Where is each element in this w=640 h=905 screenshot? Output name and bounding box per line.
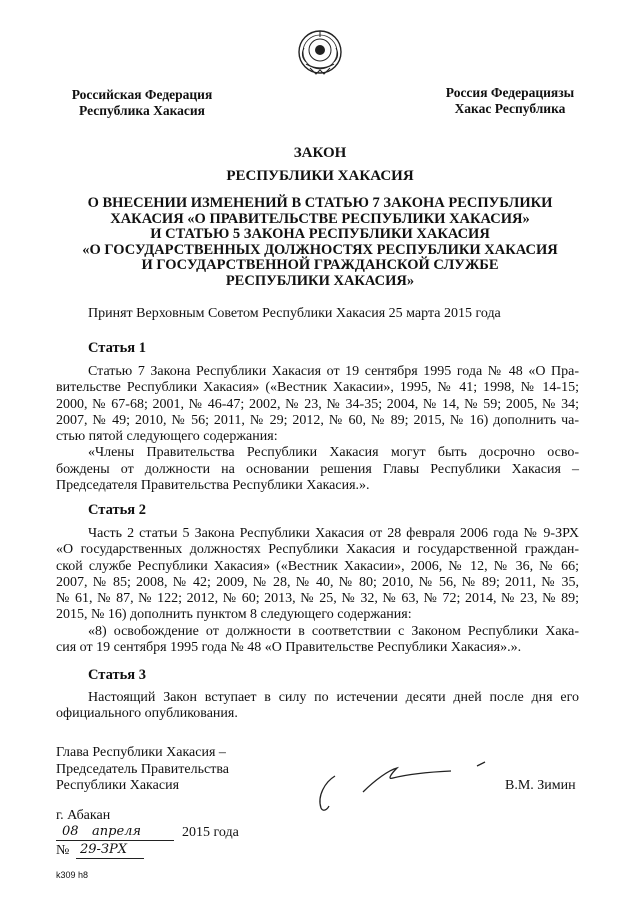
header-left-line2: Республика Хакасия — [79, 103, 205, 118]
position-line3: Республики Хакасия — [56, 778, 180, 793]
law-subtitle — [0, 196, 640, 289]
coat-of-arms-icon — [296, 28, 344, 80]
article1-line: бождены от должности на основании решения Главы Республики Хакасия – — [56, 461, 579, 477]
subtitle-line: И СТАТЬЮ 5 ЗАКОНА РЕСПУБЛИКИ ХАКАСИЯ — [150, 226, 490, 242]
subtitle-line: О ВНЕСЕНИИ ИЗМЕНЕНИЙ В СТАТЬЮ 7 ЗАКОНА РЕСПУБЛИКИ — [87, 195, 553, 211]
article1-line: Председателя Правительства Республики Хакасия.». — [56, 478, 370, 494]
article2-line: 2015, № 16) дополнить пунктом 8 следующего содержания: — [56, 607, 412, 623]
subtitle-line: РЕСПУБЛИКИ ХАКАСИЯ» — [225, 272, 415, 289]
article3-text — [56, 690, 579, 723]
article2-line: Часть 2 статьи 5 Закона Республики Хакасия от 28 февраля 2006 года № 9-ЗРХ — [88, 526, 579, 541]
article1-line: 2000, № 67-68; 2001, № 46-47; 2002, № 23, № 34-35; 2004, № 14, № 59; 2005, № 34; — [56, 396, 579, 412]
article2-line: «8) освобождение от должности в соответствии с Законом Республики Хака- — [88, 623, 579, 639]
header-left — [62, 87, 222, 119]
article3-line: Настоящий Закон вступает в силу по истечении десяти дней после дня его — [88, 690, 579, 705]
article2-line: «О государственных должностях Республики Хакасия и государственной граждан- — [56, 542, 579, 558]
number-value: 29-ЗРХ — [80, 842, 128, 857]
article1-heading: Статья 1 — [88, 340, 146, 356]
article1-line: вительстве Республики Хакасия» («Вестник Хакасии», 1995, № 41; 1998, № 14-15; — [56, 380, 579, 396]
article1-line: стью пятой следующего содержания: — [56, 429, 278, 445]
article2-line: № 61, № 87, № 122; 2012, № 60; 2013, № 25, № 32, № 63, № 72; 2014, № 23, № 89; — [56, 591, 579, 607]
article1-line: «Члены Правительства Республики Хакасия могут быть досрочно осво- — [88, 445, 579, 461]
article1-text — [56, 364, 579, 494]
article1-line: 2007, № 49; 2010, № 56; 2011, № 29; 2012, № 60, № 89; 2015, № 16) дополнить ча- — [56, 412, 579, 428]
title-line1: ЗАКОН — [293, 145, 347, 161]
header-left-line1: Российская Федерация — [71, 87, 213, 102]
signatory-name: В.М. Зимин — [505, 778, 576, 793]
subtitle-line: «О ГОСУДАРСТВЕННЫХ ДОЛЖНОСТЯХ РЕСПУБЛИКИ ХАКАСИЯ — [82, 241, 558, 258]
header-right-line2: Хакас Республика — [454, 101, 566, 116]
handwritten-signature — [305, 758, 490, 816]
article2-line: 2007, № 85; 2008, № 42; 2009, № 28, № 40, № 80; 2010, № 56, № 89; 2011, № 35, — [56, 574, 579, 590]
position-line2: Председатель Правительства — [56, 761, 229, 777]
position-line1: Глава Республики Хакасия – — [56, 745, 226, 760]
place-city: г. Абакан — [56, 808, 111, 823]
date-year: 2015 года — [182, 825, 239, 840]
title-line2: РЕСПУБЛИКИ ХАКАСИЯ — [226, 168, 414, 184]
article1-line: Статью 7 Закона Республики Хакасия от 19 сентября 1995 года № 48 «О Пра- — [88, 364, 579, 379]
article2-line: ской службе Республики Хакасия» («Вестник Хакасии», 2006, № 12, № 36, № 66; — [56, 558, 579, 574]
header-right — [430, 85, 590, 117]
subtitle-line: И ГОСУДАРСТВЕННОЙ ГРАЖДАНСКОЙ СЛУЖБЕ — [141, 257, 499, 273]
number-prefix: № — [56, 843, 70, 858]
subtitle-line: ХАКАСИЯ «О ПРАВИТЕЛЬСТВЕ РЕСПУБЛИКИ ХАКАСИЯ» — [110, 210, 530, 227]
date-day: 08 — [62, 824, 79, 839]
number-line — [56, 843, 176, 863]
article2-text — [56, 526, 579, 656]
article2-line: сия от 19 сентября 1995 года № 48 «О Правительстве Республики Хакасия».». — [56, 640, 522, 656]
law-title — [0, 144, 640, 186]
article3-heading: Статья 3 — [88, 667, 146, 683]
header-right-line1: Россия Федерациязы — [445, 85, 575, 100]
number-underline — [76, 858, 144, 859]
adoption-note: Принят Верховным Советом Республики Хакасия 25 марта 2015 года — [88, 306, 501, 321]
date-underline — [56, 840, 174, 841]
article2-heading: Статья 2 — [88, 502, 146, 518]
signatory-position — [56, 745, 229, 795]
date-month: апреля — [92, 824, 142, 839]
footer-code: k309 h8 — [56, 870, 89, 880]
article3-line: официального опубликования. — [56, 706, 238, 722]
